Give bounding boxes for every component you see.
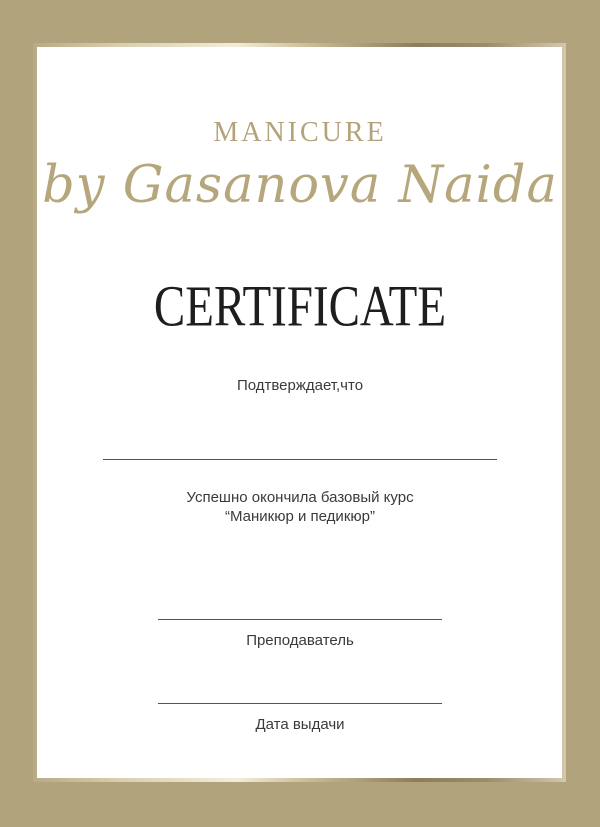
recipient-name-line: [103, 459, 497, 460]
course-description-line1: Успешно окончила базовый курс: [186, 489, 414, 506]
brand-script-subtitle: by Gasanova Naida: [42, 156, 558, 215]
teacher-label: Преподаватель: [246, 632, 354, 649]
teacher-signature-line: [158, 619, 442, 620]
confirmation-text: Подтверждает,что: [236, 377, 364, 394]
issue-date-line: [158, 703, 442, 704]
certificate-title: CERTIFICATE: [153, 273, 447, 339]
issue-date-label: Дата выдачи: [255, 716, 345, 733]
brand-title: MANICURE: [213, 117, 387, 148]
course-description: [0, 488, 600, 526]
course-description-line2: “Маникюр и педикюр”: [225, 508, 375, 525]
